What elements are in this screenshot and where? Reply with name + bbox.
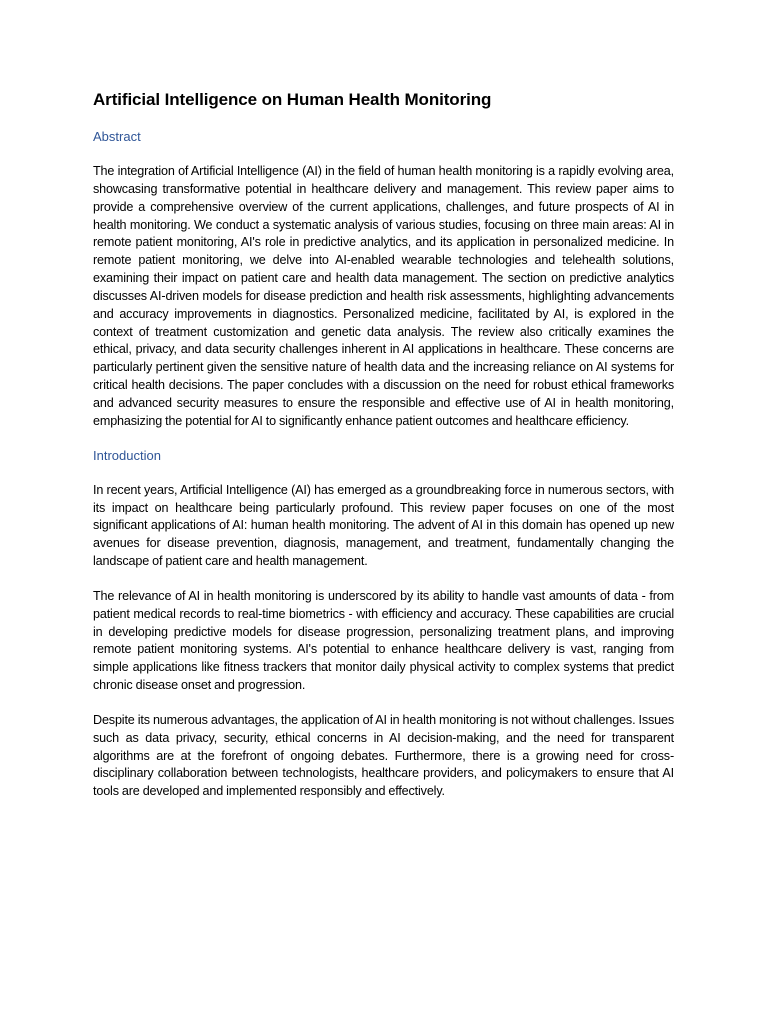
document-title: Artificial Intelligence on Human Health Monitoring [93,90,492,109]
introduction-paragraph-2: The relevance of AI in health monitoring is underscored by its ability to handle vast amounts of data - from patient medical records to real-time biometrics - with efficiency and accuracy. These capabilities are crucial in developing predictive models for disease progression, personalizing treatment plans, and improving remote patient monitoring systems. AI's potential to enhance healthcare delivery is vast, ranging from simple applications like fitness trackers that monitor daily physical activity to complex systems that predict chronic disease onset and progression. [93,588,674,693]
abstract-heading: Abstract [93,129,141,144]
document-page [93,86,674,801]
introduction-heading: Introduction [93,447,161,463]
introduction-paragraph-3: Despite its numerous advantages, the application of AI in health monitoring is not without challenges. Issues such as data privacy, security, ethical concerns in AI decision-making, and the need for transparent algorithms are at the forefront of ongoing debates. Furthermore, there is a growing need for cross-disciplinary collaboration between technologists, healthcare providers, and policymakers to ensure that AI tools are developed and implemented responsibly and effectively. [93,712,674,799]
introduction-paragraph-1: In recent years, Artificial Intelligence (AI) has emerged as a groundbreaking force in numerous sectors, with its impact on healthcare being particularly profound. This review paper focuses on one of the most significant applications of AI: human health monitoring. The advent of AI in this domain has opened up new avenues for disease prevention, diagnosis, management, and treatment, fundamentally changing the landscape of patient care and health management. [93,482,674,569]
abstract-paragraph: The integration of Artificial Intelligence (AI) in the field of human health monitoring is a rapidly evolving area, showcasing transformative potential in healthcare delivery and management. This review paper aims to provide a comprehensive overview of the current applications, challenges, and future prospects of AI in health monitoring. We conduct a systematic analysis of various studies, focusing on three main areas: AI in remote patient monitoring, AI's role in predictive analytics, and its application in personalized medicine. In remote patient monitoring, we delve into AI-enabled wearable technologies and telehealth solutions, examining their impact on patient care and health data management. The section on predictive analytics discusses AI-driven models for disease prediction and health risk assessments, highlighting advancements and accuracy improvements in diagnostics. Personalized medicine, facilitated by AI, is explored in the context of treatment customization and genetic data analysis. The review also critically examines the ethical, privacy, and data security challenges inherent in AI applications in healthcare. These concerns are particularly pertinent given the sensitive nature of health data and the increasing reliance on AI systems for critical health decisions. The paper concludes with a discussion on the need for robust ethical frameworks and advanced security measures to ensure the responsible and effective use of AI in health monitoring, emphasizing the potential for AI to significantly enhance patient outcomes and healthcare efficiency. [93,164,674,428]
